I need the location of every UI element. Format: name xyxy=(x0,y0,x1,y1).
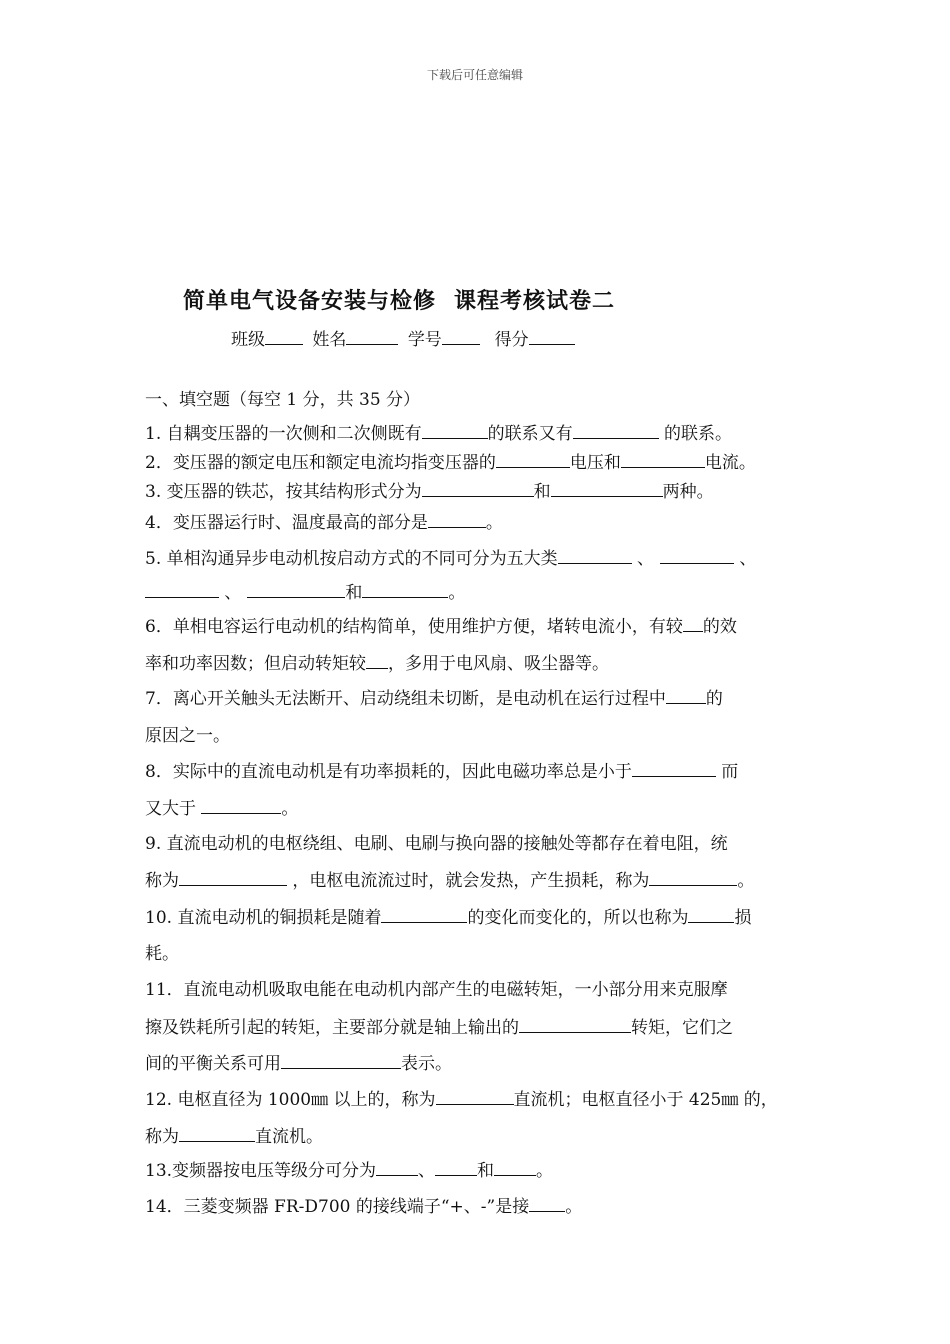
q4-text-a: 4．变压器运行时、温度最高的部分是 xyxy=(145,513,428,533)
name-label: 姓名 xyxy=(312,330,347,350)
q8-text-b: 而 xyxy=(715,762,739,782)
q12-text-d: 直流机。 xyxy=(255,1127,323,1147)
q4-blank-1[interactable] xyxy=(428,513,486,528)
score-blank[interactable] xyxy=(529,329,575,345)
id-blank[interactable] xyxy=(442,329,480,345)
question-8-line-2 xyxy=(145,794,298,819)
q3-text-a: 3. 变压器的铁芯，按其结构形式分为 xyxy=(145,482,422,502)
q8-blank-2[interactable] xyxy=(201,799,281,814)
q5-text-f: 。 xyxy=(448,583,466,603)
q11-blank-2[interactable] xyxy=(281,1054,401,1069)
q5-text-b: 、 xyxy=(631,549,655,569)
question-5-line-2 xyxy=(145,578,465,603)
q9-blank-2[interactable] xyxy=(649,871,737,886)
q9-blank-1[interactable] xyxy=(179,871,287,886)
q3-blank-2[interactable] xyxy=(551,482,663,497)
q1-blank-2[interactable] xyxy=(573,424,659,439)
question-9-line-1 xyxy=(145,829,728,854)
q12-text-b: 直流机；电枢直径小于 425㎜ 的， xyxy=(513,1090,778,1110)
title-part2: 课程考核试卷二 xyxy=(454,289,616,314)
q11-blank-1[interactable] xyxy=(519,1018,631,1033)
title-part1: 简单电气设备安装与检修 xyxy=(183,289,437,314)
q12-blank-1[interactable] xyxy=(436,1090,514,1105)
q8-text-a: 8．实际中的直流电动机是有功率损耗的，因此电磁功率总是小于 xyxy=(145,762,632,782)
question-11-line-3 xyxy=(145,1049,452,1074)
name-blank[interactable] xyxy=(346,329,398,345)
question-2 xyxy=(145,448,756,473)
q3-text-c: 两种。 xyxy=(662,482,714,502)
student-info-line xyxy=(231,325,579,350)
q10-text-a: 10. 直流电动机的铜损耗是随着 xyxy=(145,908,382,928)
q1-text-c: 的联系。 xyxy=(658,424,733,444)
question-11-line-2 xyxy=(145,1013,733,1038)
question-5-line-1 xyxy=(145,544,756,569)
q8-blank-1[interactable] xyxy=(632,762,716,777)
q10-blank-2[interactable] xyxy=(688,908,734,923)
question-7-line-2 xyxy=(145,721,230,746)
q3-blank-1[interactable] xyxy=(422,482,534,497)
q11-text-b: 擦及铁耗所引起的转矩，主要部分就是轴上输出的 xyxy=(145,1018,519,1038)
question-10-line-1 xyxy=(145,903,751,928)
q6-text-d: ，多用于电风扇、吸尘器等。 xyxy=(388,654,609,674)
q5-text-a: 5. 单相沟通异步电动机按启动方式的不同可分为五大类 xyxy=(145,549,558,569)
q5-text-e: 和 xyxy=(345,583,363,603)
q2-blank-2[interactable] xyxy=(621,453,705,468)
q9-text-c: ，电枢电流流过时，就会发热，产生损耗，称为 xyxy=(287,871,650,891)
q5-blank-5[interactable] xyxy=(362,583,448,598)
q13-text-c: 和 xyxy=(477,1161,495,1181)
q13-blank-1[interactable] xyxy=(376,1161,418,1176)
question-11-line-1 xyxy=(145,975,728,1000)
q2-text-c: 电流。 xyxy=(704,453,756,473)
q6-text-c: 率和功率因数；但启动转矩较 xyxy=(145,654,366,674)
q11-text-d: 间的平衡关系可用 xyxy=(145,1054,281,1074)
class-label: 班级 xyxy=(231,330,265,350)
q5-text-c: 、 xyxy=(734,549,757,569)
q2-blank-1[interactable] xyxy=(496,453,570,468)
q9-text-d: 。 xyxy=(737,871,755,891)
question-1 xyxy=(145,419,732,444)
q10-text-c: 损 xyxy=(734,908,752,928)
q13-text-b: 、 xyxy=(418,1161,436,1181)
question-14 xyxy=(145,1192,582,1217)
q12-blank-2[interactable] xyxy=(179,1127,255,1142)
q1-blank-1[interactable] xyxy=(422,424,488,439)
q3-text-b: 和 xyxy=(533,482,551,502)
question-10-line-2 xyxy=(145,939,179,964)
question-6-line-2 xyxy=(145,649,609,674)
q8-text-d: 。 xyxy=(281,799,299,819)
question-6-line-1 xyxy=(145,612,737,637)
q5-blank-1[interactable] xyxy=(558,549,632,564)
q9-text-a: 9. 直流电动机的电枢绕组、电刷、电刷与换向器的接触处等都存在着电阻，统 xyxy=(145,834,728,854)
question-8-line-1 xyxy=(145,757,738,782)
q7-text-a: 7．离心开关触头无法断开、启动绕组未切断，是电动机在运行过程中 xyxy=(145,689,666,709)
q10-blank-1[interactable] xyxy=(381,908,467,923)
question-12-line-1 xyxy=(145,1085,778,1110)
question-3 xyxy=(145,477,714,502)
q6-text-b: 的效 xyxy=(702,617,737,637)
q9-text-b: 称为 xyxy=(145,871,179,891)
q7-blank-1[interactable] xyxy=(666,689,706,704)
q5-blank-3[interactable] xyxy=(145,583,219,598)
page-title xyxy=(183,284,615,315)
q11-text-a: 11．直流电动机吸取电能在电动机内部产生的电磁转矩，一小部分用来克服摩 xyxy=(145,980,728,1000)
q12-text-a: 12. 电枢直径为 1000㎜ 以上的，称为 xyxy=(145,1090,436,1110)
q1-text-a: 1. 自耦变压器的一次侧和二次侧既有 xyxy=(145,424,422,444)
q14-text-a: 14．三菱变频器 FR-D700 的接线端子“+、-”是接 xyxy=(145,1197,530,1217)
q1-text-b: 的联系又有 xyxy=(487,424,573,444)
q11-text-e: 表示。 xyxy=(401,1054,452,1074)
q5-blank-4[interactable] xyxy=(247,583,345,598)
q12-text-c: 称为 xyxy=(145,1127,179,1147)
q5-blank-2[interactable] xyxy=(660,549,734,564)
q7-text-c: 原因之一。 xyxy=(145,726,230,746)
q7-text-b: 的 xyxy=(705,689,723,709)
q8-text-c: 又大于 xyxy=(145,799,202,819)
header-note: 下载后可任意编辑 xyxy=(426,68,523,82)
q2-text-a: 2．变压器的额定电压和额定电流均指变压器的 xyxy=(145,453,496,473)
q14-text-b: 。 xyxy=(565,1197,583,1217)
question-7-line-1 xyxy=(145,684,723,709)
section1-heading: 一、填空题（每空 1 分，共 35 分） xyxy=(145,390,421,410)
q4-text-b: 。 xyxy=(485,513,503,533)
question-13 xyxy=(145,1156,553,1181)
question-9-line-2 xyxy=(145,866,754,891)
q2-text-b: 电压和 xyxy=(569,453,621,473)
score-label: 得分 xyxy=(494,330,529,350)
question-4 xyxy=(145,508,503,533)
class-blank[interactable] xyxy=(265,329,303,345)
q10-text-d: 耗。 xyxy=(145,944,179,964)
question-12-line-2 xyxy=(145,1122,323,1147)
q6-text-a: 6．单相电容运行电动机的结构简单，使用维护方便，堵转电流小，有较 xyxy=(145,617,683,637)
q13-blank-3[interactable] xyxy=(494,1161,536,1176)
q6-blank-1[interactable] xyxy=(683,617,703,632)
q11-text-c: 转矩，它们之 xyxy=(631,1018,733,1038)
q13-blank-2[interactable] xyxy=(435,1161,477,1176)
q13-text-a: 13.变频器按电压等级分可分为 xyxy=(145,1161,377,1181)
q14-blank-1[interactable] xyxy=(529,1197,565,1212)
q10-text-b: 的变化而变化的，所以也称为 xyxy=(467,908,689,928)
id-label: 学号 xyxy=(407,330,442,350)
q13-text-d: 。 xyxy=(536,1161,554,1181)
q5-text-d: 、 xyxy=(219,583,242,603)
q6-blank-2[interactable] xyxy=(366,654,388,669)
